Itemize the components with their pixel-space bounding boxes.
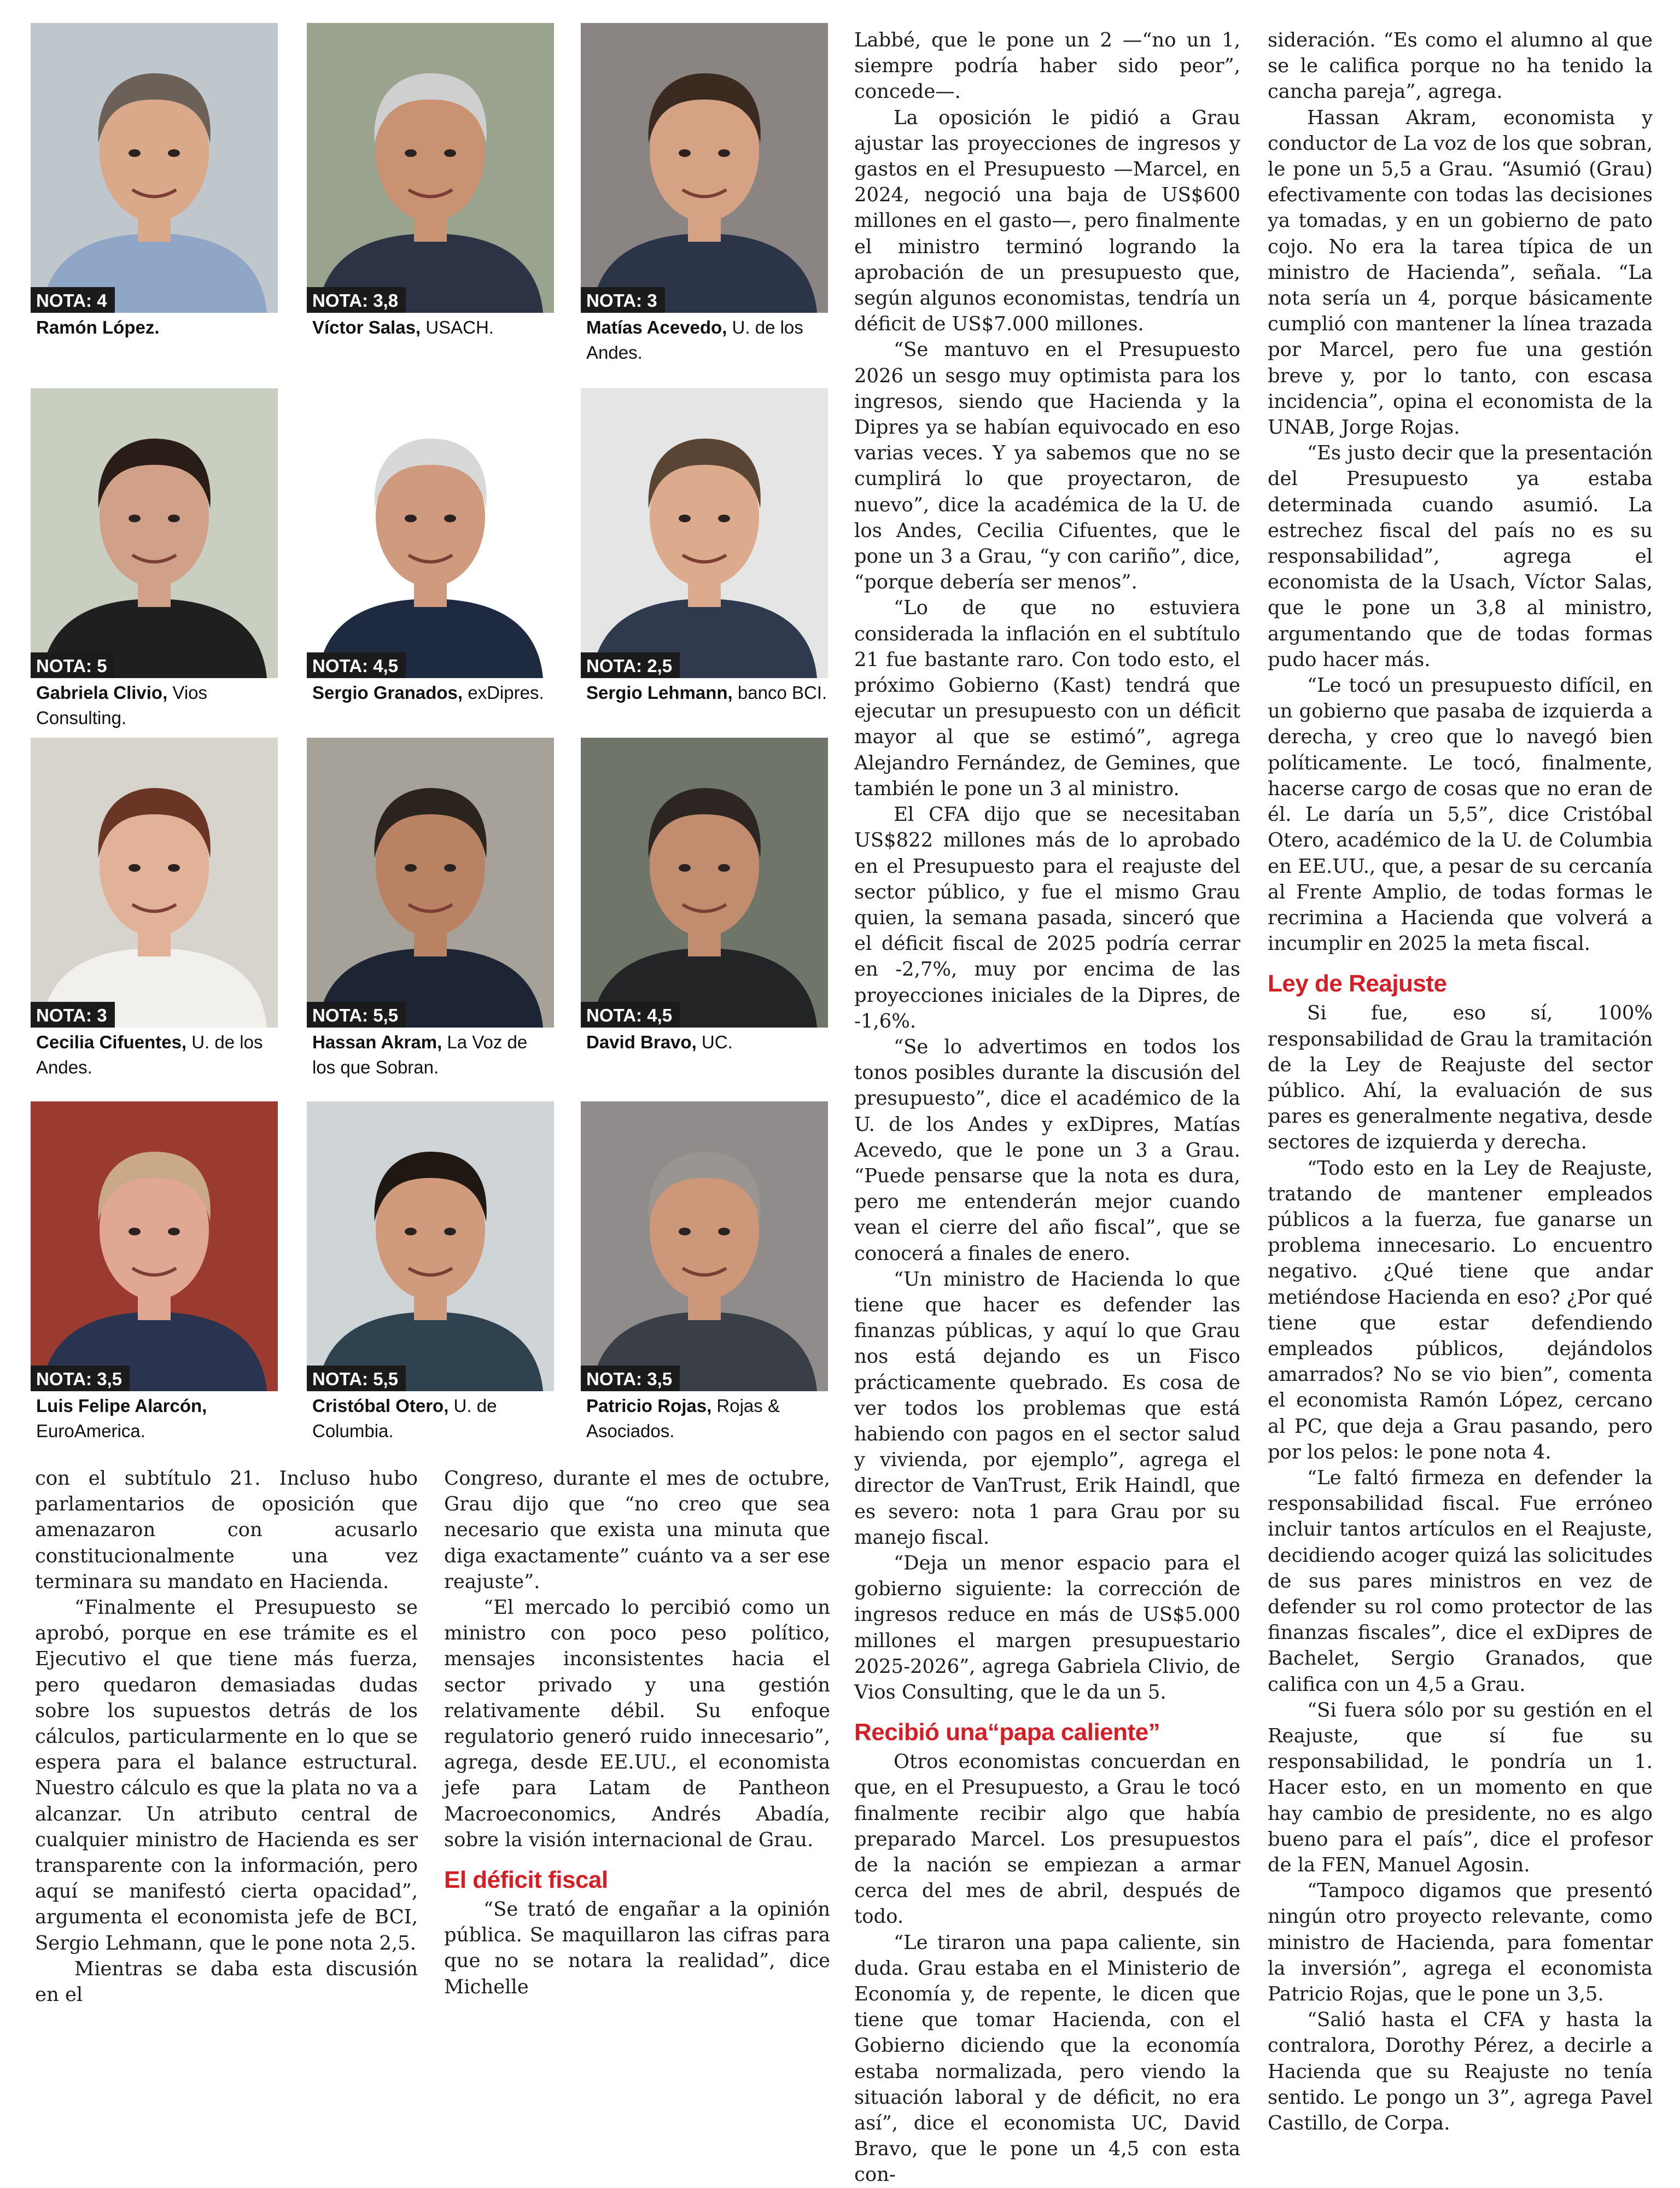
- portrait-photo: [31, 738, 278, 1028]
- person-name: Cecilia Cifuentes,: [36, 1032, 187, 1052]
- profile-card: [307, 23, 554, 340]
- section-heading: Ley de Reajuste: [1268, 970, 1447, 997]
- paragraph: con el subtítulo 21. Incluso hubo parlamentarios de oposición que amenazaron con acusarlo constitucionalmente una vez terminara su mandato en Hacienda.: [35, 1467, 418, 1593]
- grade-badge: NOTA: 5: [31, 652, 115, 678]
- article-column-3: [854, 27, 1240, 2188]
- grade-badge: NOTA: 3,5: [31, 1366, 130, 1391]
- paragraph: Congreso, durante el mes de octubre, Grau dijo que “no creo que sea necesario que exista una minuta que diga exactamente” cuánto va a ser ese reajuste”.: [444, 1467, 830, 1593]
- portrait-photo: [581, 1101, 828, 1391]
- person-affiliation: exDipres.: [463, 682, 544, 703]
- paragraph: “Lo de que no estuviera considerada la inflación en el subtítulo 21 fue bastante raro. Con todo esto, el próximo Gobierno (Kast) tendrá que ejecutar un presupuesto con un déficit mayor al que se estimó”, agrega Alejandro Fernández, de Gemines, que también le pone un 3 al ministro.: [854, 597, 1240, 800]
- paragraph: “Se trató de engañar a la opinión pública. Se maquillaron las cifras para que no se notara la realidad”, dice Michelle: [444, 1898, 830, 1998]
- grade-badge: NOTA: 3: [581, 287, 665, 313]
- person-affiliation: U. de los Andes.: [36, 1032, 263, 1077]
- person-affiliation: UC.: [696, 1032, 733, 1052]
- paragraph: “Le tocó un presupuesto difícil, en un gobierno que pasaba de izquierda a derecha, y creo que lo navegó bien políticamente. Le tocó, finalmente, hacerse cargo de cosas que no eran de él. Le daría un 5,5”, dice Cristóbal Otero, académico de la U. de Columbia en EE.UU., que, a pesar de su cercanía al Frente Amplio, de todas formas le recrimina a Hacienda que volverá a incumplir en 2025 la meta fiscal.: [1268, 674, 1653, 955]
- profile-card: [307, 738, 554, 1080]
- paragraph: sideración. “Es como el alumno al que se le califica porque no ha tenido la cancha pareja”, agrega.: [1268, 29, 1653, 103]
- portrait-photo: [31, 1101, 278, 1391]
- profile-caption: [31, 315, 278, 340]
- paragraph: “El mercado lo percibió como un ministro con poco peso político, mensajes inconsistentes hacia el sector privado y una gestión relativamente débil. Su enfoque regulatorio generó ruido innecesario”, agrega, desde EE.UU., el economista jefe para Latam de Pantheon Macroeconomics, Andrés Abadía, sobre la visión internacional de Grau.: [444, 1596, 830, 1851]
- person-name: Sergio Lehmann,: [586, 682, 733, 703]
- portrait-photo: [307, 23, 554, 313]
- profile-caption: [31, 1030, 278, 1080]
- portrait-illustration: [307, 23, 554, 313]
- portrait-photo: [31, 23, 278, 313]
- person-name: Víctor Salas,: [312, 317, 421, 337]
- person-affiliation: EuroAmerica.: [36, 1421, 145, 1441]
- paragraph: “Es justo decir que la presentación del Presupuesto ya estaba determinada cuando asumió. La estrechez fiscal del país no es su responsabilidad”, agrega el economista de la Usach, Víctor Salas, que le pone un 3,8 al ministro, argumentando que de todas formas pudo hacer más.: [1268, 442, 1653, 671]
- profile-card: [581, 23, 828, 365]
- grade-badge: NOTA: 5,5: [307, 1366, 406, 1391]
- portrait-illustration: [581, 1101, 828, 1391]
- profile-caption: [307, 680, 554, 705]
- profile-card: [307, 388, 554, 705]
- grade-badge: NOTA: 3,5: [581, 1366, 680, 1391]
- person-affiliation: USACH.: [421, 317, 494, 337]
- portrait-illustration: [307, 388, 554, 678]
- profile-caption: [307, 1393, 554, 1444]
- portrait-illustration: [307, 738, 554, 1028]
- profile-card: [307, 1101, 554, 1444]
- profile-card: [581, 388, 828, 705]
- person-name: Gabriela Clivio,: [36, 682, 168, 703]
- article-column-1: [35, 1466, 418, 2008]
- grade-badge: NOTA: 4,5: [307, 652, 406, 678]
- section-heading: El déficit fiscal: [444, 1866, 608, 1894]
- paragraph: Mientras se daba esta discusión en el: [35, 1957, 418, 2006]
- profile-card: [31, 388, 278, 731]
- portrait-illustration: [581, 738, 828, 1028]
- portrait-illustration: [307, 1101, 554, 1391]
- paragraph: Si fue, eso sí, 100% responsabilidad de Grau la tramitación de la Ley de Reajuste del sector público. Ahí, la evaluación de sus pares es generalmente negativa, desde sectores de izquierda y derecha.: [1268, 1002, 1653, 1154]
- paragraph: “Le tiraron una papa caliente, sin duda. Grau estaba en el Ministerio de Economía y, de repente, le dicen que tiene que tomar Hacienda, con el Gobierno diciendo que la economía estaba normalizada, pero viendo la situación laboral y de déficit, no era así”, dice el economista UC, David Bravo, que le pone un 4,5 con esta con-: [854, 1931, 1240, 2186]
- portrait-photo: [307, 1101, 554, 1391]
- profile-caption: [31, 680, 278, 731]
- paragraph: “Tampoco digamos que presentó ningún otro proyecto relevante, como ministro de Hacienda, para fomentar la inversión”, agrega el economista Patricio Rojas, que le pone un 3,5.: [1268, 1880, 1653, 2006]
- person-name: Luis Felipe Alarcón,: [36, 1396, 207, 1416]
- grade-badge: NOTA: 3: [31, 1002, 115, 1028]
- profile-caption: [581, 680, 828, 705]
- portrait-photo: [581, 738, 828, 1028]
- paragraph: Hassan Akram, economista y conductor de La voz de los que sobran, le pone un 5,5 a Grau. “Asumió (Grau) efectivamente con todas las decisiones ya tomadas, y en un gobierno de pato cojo. No era la tarea típica de un ministro de Hacienda”, señala. “La nota sería un 4, porque básicamente cumplió con mantener la línea trazada por Marcel, pero fue una gestión breve y, por lo tanto, con escasa incidencia”, opina el economista de la UNAB, Jorge Rojas.: [1268, 106, 1653, 439]
- person-affiliation: U. de los Andes.: [586, 317, 803, 363]
- paragraph: Labbé, que le pone un 2 —“no un 1, siempre podría haber sido peor”, concede—.: [854, 29, 1240, 103]
- paragraph: “Se lo advertimos en todos los tonos posibles durante la discusión del presupuesto”, dice el académico de la U. de los Andes y exDipres, Matías Acevedo, que le pone un 3 a Grau. “Puede pensarse que la nota es dura, pero me entenderán mejor cuando vean el cierre del año fiscal”, que se conocerá a finales de enero.: [854, 1035, 1240, 1265]
- profile-caption: [581, 1030, 828, 1055]
- portrait-illustration: [31, 23, 278, 313]
- profile-caption: [581, 315, 828, 365]
- person-name: Patricio Rojas,: [586, 1396, 712, 1416]
- person-affiliation: Rojas & Asociados.: [586, 1396, 780, 1441]
- portrait-photo: [581, 23, 828, 313]
- portrait-photo: [31, 388, 278, 678]
- paragraph: “Salió hasta el CFA y hasta la contralora, Dorothy Pérez, a decirle a Hacienda que su Reajuste no tenía sentido. Le pongo un 3”, agrega Pavel Castillo, de Corpa.: [1268, 2009, 1653, 2135]
- person-affiliation: Vios Consulting.: [36, 682, 208, 728]
- paragraph: “Le faltó firmeza en defender la responsabilidad fiscal. Fue erróneo incluir tantos artículos en el Reajuste, decidiendo acoger quizá las solicitudes de sus pares ministros en vez de defender su rol como protector de las finanzas fiscales”, dice el exDipres de Bachelet, Sergio Granados, que califica con un 4,5 a Grau.: [1268, 1466, 1653, 1696]
- grade-badge: NOTA: 5,5: [307, 1002, 406, 1028]
- portrait-illustration: [581, 388, 828, 678]
- portrait-photo: [307, 388, 554, 678]
- paragraph: “Deja un menor espacio para el gobierno siguiente: la corrección de ingresos reduce en más de US$5.000 millones el margen presupuestario 2025-2026”, agrega Gabriela Clivio, de Vios Consulting, que le da un 5.: [854, 1551, 1240, 1703]
- grade-badge: NOTA: 4,5: [581, 1002, 680, 1028]
- profile-caption: [307, 1030, 554, 1080]
- paragraph: El CFA dijo que se necesitaban US$822 millones más de lo aprobado en el Presupuesto para el reajuste del sector público, y fue el mismo Grau quien, la semana pasada, sinceró que el déficit fiscal de 2025 podría cerrar en -2,7%, muy por encima de las proyecciones iniciales de la Dipres, de -1,6%.: [854, 803, 1240, 1032]
- person-name: Cristóbal Otero,: [312, 1396, 449, 1416]
- paragraph: “Finalmente el Presupuesto se aprobó, porque en ese trámite es el Ejecutivo el que tiene más fuerza, pero quedaron demasiadas dudas sobre los supuestos detrás de los cálculos, particularmente en lo que se espera para el balance estructural. Nuestro cálculo es que la plata no va a alcanzar. Un atributo central de cualquier ministro de Hacienda es ser transparente con la información, pero aquí se manifestó cierta opacidad”, argumenta el economista jefe de BCI, Sergio Lehmann, que le pone nota 2,5.: [35, 1596, 418, 1954]
- profile-caption: [307, 315, 554, 340]
- portrait-illustration: [581, 23, 828, 313]
- profile-card: [31, 1101, 278, 1444]
- paragraph: “Si fuera sólo por su gestión en el Reajuste, que sí fue su responsabilidad, le pondría un 1. Hacer esto, en un momento en que hay cambio de presidente, no es algo bueno para el país”, dice el profesor de la FEN, Manuel Agosin.: [1268, 1699, 1653, 1877]
- person-affiliation: La Voz de los que Sobran.: [312, 1032, 528, 1077]
- portrait-illustration: [31, 388, 278, 678]
- paragraph: Otros economistas concuerdan en que, en el Presupuesto, a Grau le tocó finalmente recibir algo que había preparado Marcel. Los presupuestos de la nación se empiezan a armar cerca del mes de abril, después de todo.: [854, 1751, 1240, 1928]
- person-name: Hassan Akram,: [312, 1032, 442, 1052]
- person-affiliation: banco BCI.: [732, 682, 827, 703]
- person-name: Sergio Granados,: [312, 682, 463, 703]
- profile-caption: [581, 1393, 828, 1444]
- paragraph: “Un ministro de Hacienda lo que tiene que hacer es defender las finanzas públicas, y aquí lo que Grau nos está dejando es un Fisco prácticamente quebrado. Es cosa de ver todos los problemas que está habiendo con pagos en el sector salud y vivienda, por ejemplo”, agrega el director de VanTrust, Erik Haindl, que es severo: nota 1 para Grau por su manejo fiscal.: [854, 1268, 1240, 1549]
- grade-badge: NOTA: 4: [31, 287, 115, 313]
- section-heading: Recibió una“papa caliente”: [854, 1719, 1160, 1746]
- article-column-2: [444, 1466, 830, 2000]
- profile-card: [31, 23, 278, 340]
- photo-grid: [31, 23, 829, 1445]
- profile-card: [581, 738, 828, 1055]
- article-column-4: [1268, 27, 1653, 2136]
- portrait-illustration: [31, 1101, 278, 1391]
- portrait-photo: [581, 388, 828, 678]
- person-affiliation: U. de Columbia.: [312, 1396, 497, 1441]
- portrait-illustration: [31, 738, 278, 1028]
- profile-caption: [31, 1393, 278, 1444]
- profile-card: [581, 1101, 828, 1444]
- person-name: Matías Acevedo,: [586, 317, 727, 337]
- person-name: David Bravo,: [586, 1032, 697, 1052]
- grade-badge: NOTA: 3,8: [307, 287, 406, 313]
- paragraph: “Todo esto en la Ley de Reajuste, tratando de mantener empleados públicos a la fuerza, fue ganarse un problema innecesario. Lo encuentro negativo. ¿Qué tiene que andar metiéndose Hacienda en eso? ¿Por qué tiene que estar defendiendo empleados públicos, dejándolos amarrados? No se vio bien”, comenta el economista Ramón López, cercano al PC, que deja a Grau pasando, pero por los pelos: le pone nota 4.: [1268, 1157, 1653, 1463]
- paragraph: “Se mantuvo en el Presupuesto 2026 un sesgo muy optimista para los ingresos, siendo que Hacienda y la Dipres ya se habían equivocado en eso varias veces. Y ya sabemos que no se cumplirá lo que proyectaron, de nuevo”, dice la académica de la U. de los Andes, Cecilia Cifuentes, que le pone un 3 a Grau, “y con cariño”, dice, “porque debería ser menos”.: [854, 339, 1240, 594]
- profile-card: [31, 738, 278, 1080]
- paragraph: La oposición le pidió a Grau ajustar las proyecciones de ingresos y gastos en el Presupuesto —Marcel, en 2024, negoció una baja de US$600 millones en el gasto—, pero finalmente el ministro terminó logrando la aprobación de un presupuesto que, según algunos economistas, tendría un déficit de US$7.000 millones.: [854, 106, 1240, 336]
- portrait-photo: [307, 738, 554, 1028]
- person-name: Ramón López.: [36, 317, 160, 337]
- grade-badge: NOTA: 2,5: [581, 652, 680, 678]
